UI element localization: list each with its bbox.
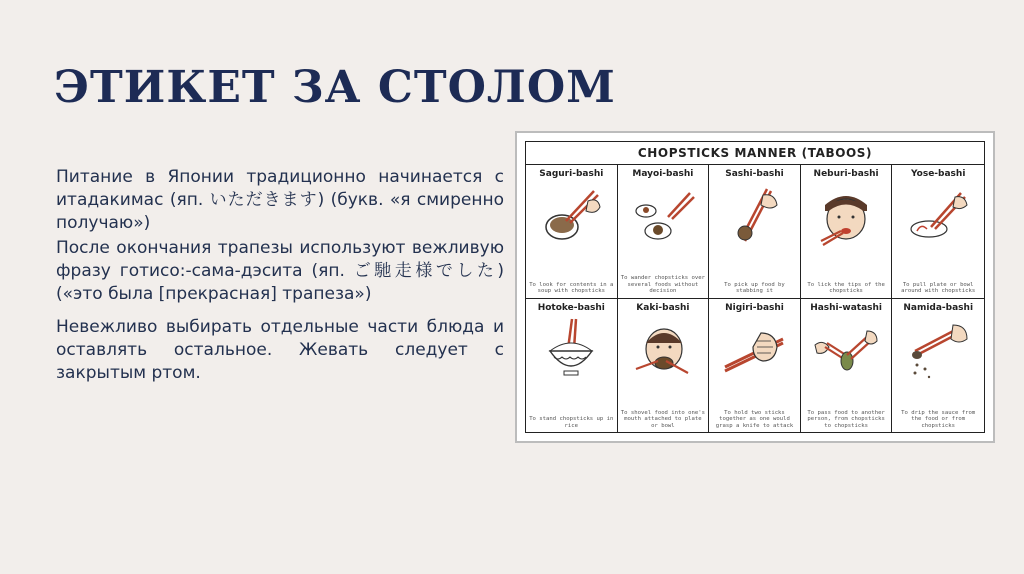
taboo-name: Hashi-watashi (810, 302, 882, 313)
taboo-caption: To lick the tips of the chopsticks (807, 281, 885, 295)
taboo-caption: To look for contents in a soup with chopsticks (529, 281, 614, 295)
licking-face-icon (811, 181, 881, 251)
taboo-name: Sashi-bashi (725, 169, 784, 179)
grip-fist-icon (719, 315, 789, 385)
taboos-grid (525, 164, 985, 433)
taboo-name: Neburi-bashi (813, 169, 879, 179)
taboo-caption: To pull plate or bowl around with chopsticks (901, 281, 976, 295)
soup-bowl-icon (536, 181, 606, 251)
taboo-cell (709, 299, 801, 433)
taboo-cell (892, 299, 984, 433)
taboo-cell (618, 299, 710, 433)
slide-title: ЭТИКЕТ ЗА СТОЛОМ (54, 62, 616, 113)
dishes-icon (628, 181, 698, 251)
pass-food-icon (811, 315, 881, 385)
shovel-face-icon (628, 315, 698, 385)
taboo-caption: To shovel food into one's mouth attached to plate or bowl (620, 409, 705, 429)
taboo-caption: To hold two sticks together as one would grasp a knife to attack (715, 409, 794, 429)
taboo-name: Kaki-bashi (636, 302, 690, 313)
rice-bowl-icon (536, 315, 606, 385)
taboo-caption: To drip the sauce from the food or from chopsticks (901, 409, 976, 429)
chart-header: CHOPSTICKS MANNER (TABOOS) (525, 141, 985, 164)
taboo-name: Yose-bashi (910, 169, 966, 179)
taboo-cell (618, 165, 710, 299)
taboo-cell (526, 299, 618, 433)
chopsticks-taboos-image (515, 131, 995, 443)
paragraph-manners: Невежливо выбирать отдельные части блюда и оставлять остальное. Жевать следует с закрытым ртом. (56, 317, 504, 383)
taboo-cell (526, 165, 618, 299)
taboo-name: Mayoi-bashi (632, 169, 694, 179)
taboo-cell (709, 165, 801, 299)
taboo-name: Nigiri-bashi (725, 302, 784, 313)
stab-food-icon (719, 181, 789, 251)
taboo-caption: To stand chopsticks up in rice (529, 416, 614, 429)
taboo-name: Saguri-bashi (539, 169, 604, 179)
paragraph-gochisousama: После окончания трапезы используют вежливую фразу готисо:-сама-дэсита (яп. ご馳走様でした) («это была [прекрасная] трапеза») (56, 238, 504, 304)
pull-plate-icon (903, 181, 973, 251)
taboo-cell (892, 165, 984, 299)
taboo-caption: To wander chopsticks over several foods without decision (620, 275, 705, 295)
drip-sauce-icon (903, 315, 973, 385)
paragraph-itadakimasu: Питание в Японии традиционно начинается с итадакимас (яп. いただきます) (букв. «я смиренно получаю») (56, 167, 504, 233)
taboo-caption: To pick up food by stabbing it (724, 281, 785, 295)
taboo-name: Namida-bashi (903, 302, 974, 313)
taboo-cell (801, 299, 893, 433)
taboo-name: Hotoke-bashi (537, 302, 605, 313)
taboo-caption: To pass food to another person, from chopsticks to chopsticks (807, 409, 885, 429)
slide-body (56, 166, 504, 387)
taboo-cell (801, 165, 893, 299)
